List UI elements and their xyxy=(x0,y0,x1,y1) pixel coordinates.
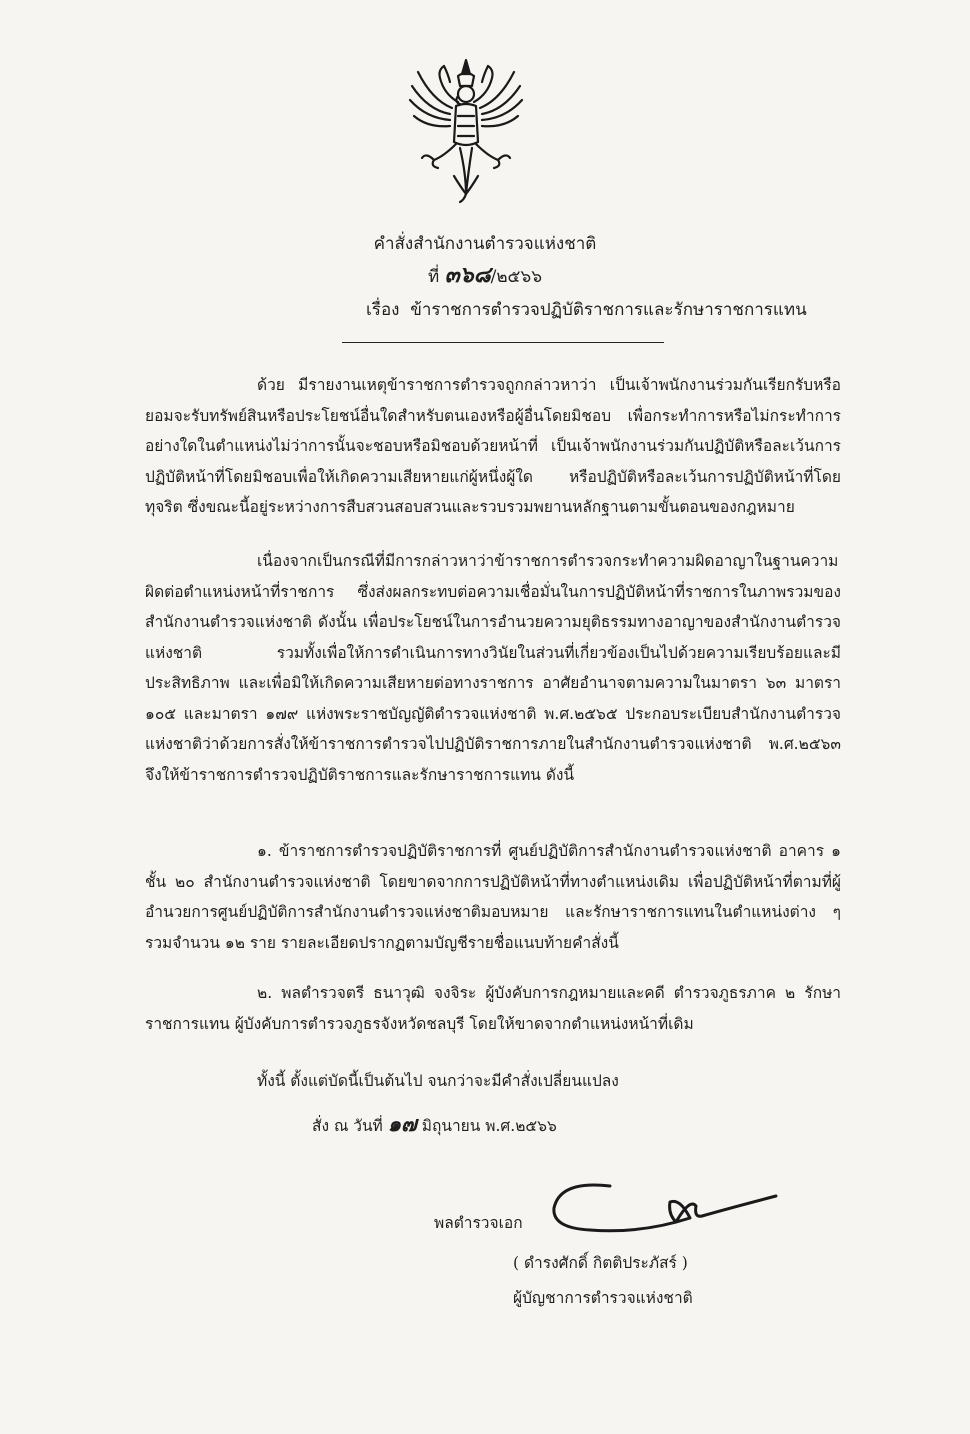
subject-text: ข้าราชการตำรวจปฏิบัติราชการและรักษาราชการแทน xyxy=(410,300,807,320)
order-number-value: ๓๖๘ xyxy=(444,262,491,288)
effective-clause: ทั้งนี้ ตั้งแต่บัดนี้เป็นต้นไป จนกว่าจะมีคำสั่งเปลี่ยนแปลง xyxy=(257,1072,619,1090)
signer-title: ผู้บัญชาการตำรวจแห่งชาติ xyxy=(513,1289,693,1307)
subject-label: เรื่อง xyxy=(366,300,400,320)
order-number-year: /๒๕๖๖ xyxy=(490,267,542,287)
date-suffix: มิถุนายน พ.ศ.๒๕๖๖ xyxy=(421,1117,557,1135)
paragraph-background: ด้วย มีรายงานเหตุข้าราชการตำรวจถูกกล่าวหาว่า เป็นเจ้าพนักงานร่วมกันเรียกรับหรือยอมจะรับทรัพย์สินหรือประโยชน์อื่นใดสำหรับตนเองหรือผู้อื่นโดยมิชอบ เพื่อกระทำการหรือไม่กระทำการอย่างใดในตำแหน่งไม่ว่าการนั้นจะชอบหรือมิชอบด้วยหน้าที่ เป็นเจ้าพนักงานร่วมกันปฏิบัติหรือละเว้นการปฏิบัติหน้าที่โดยมิชอบเพื่อให้เกิดความเสียหายแก่ผู้หนึ่งผู้ใด หรือปฏิบัติหรือละเว้นการปฏิบัติหน้าที่โดยทุจริต ซึ่งขณะนี้อยู่ระหว่างการสืบสวนสอบสวนและรวบรวมพยานหลักฐานตามขั้นตอนของกฎหมาย xyxy=(145,376,841,516)
date-prefix: สั่ง ณ วันที่ xyxy=(312,1117,383,1135)
paragraph-item-1: ๑. ข้าราชการตำรวจปฏิบัติราชการที่ ศูนย์ปฏิบัติการสำนักงานตำรวจแห่งชาติ อาคาร ๑ ชั้น ๒๐ สำนักงานตำรวจแห่งชาติ โดยขาดจากการปฏิบัติหน้าที่ทางตำแหน่งเดิม เพื่อปฏิบัติหน้าที่ตามที่ผู้อำนวยการศูนย์ปฏิบัติการสำนักงานตำรวจแห่งชาติมอบหมาย และรักษาราชการแทนในตำแหน่งต่าง ๆ รวมจำนวน ๑๒ ราย รายละเอียดปรากฏตามบัญชีรายชื่อแนบท้ายคำสั่งนี้ xyxy=(145,842,841,952)
order-subject xyxy=(366,296,807,323)
handwritten-signature xyxy=(540,1178,785,1244)
date-day: ๑๗ xyxy=(387,1111,417,1136)
order-heading: คำสั่งสำนักงานตำรวจแห่งชาติ xyxy=(373,234,597,254)
order-number xyxy=(0,257,970,292)
heading-divider xyxy=(342,342,664,343)
paragraph-item-2: ๒. พลตำรวจตรี ธนาวุฒิ จงจิระ ผู้บังคับการกฎหมายและคดี ตำรวจภูธรภาค ๒ รักษาราชการแทน ผู้บังคับการตำรวจภูธรจังหวัดชลบุรี โดยให้ขาดจากตำแหน่งหน้าที่เดิม xyxy=(145,984,841,1033)
order-date xyxy=(312,1108,557,1141)
garuda-emblem-icon xyxy=(404,56,528,206)
signer-name: ( ดำรงศักดิ์ กิตติประภัสร์ ) xyxy=(513,1254,688,1272)
paragraph-reason: เนื่องจากเป็นกรณีที่มีการกล่าวหาว่าข้าราชการตำรวจกระทำความผิดอาญาในฐานความผิดต่อตำแหน่งหน้าที่ราชการ ซึ่งส่งผลกระทบต่อความเชื่อมั่นในการปฏิบัติหน้าที่ราชการในภาพรวมของสำนักงานตำรวจแห่งชาติ ดังนั้น เพื่อประโยชน์ในการอำนวยความยุติธรรมทางอาญาของสำนักงานตำรวจแห่งชาติ รวมทั้งเพื่อให้การดำเนินการทางวินัยในส่วนที่เกี่ยวข้องเป็นไปด้วยความเรียบร้อยและมีประสิทธิภาพ และเพื่อมิให้เกิดความเสียหายต่อทางราชการ อาศัยอำนาจตามความในมาตรา ๖๓ มาตรา ๑๐๕ และมาตรา ๑๗๙ แห่งพระราชบัญญัติตำรวจแห่งชาติ พ.ศ.๒๕๖๕ ประกอบระเบียบสำนักงานตำรวจแห่งชาติว่าด้วยการสั่งให้ข้าราชการตำรวจไปปฏิบัติราชการภายในสำนักงานตำรวจแห่งชาติ พ.ศ.๒๕๖๓ จึงให้ข้าราชการตำรวจปฏิบัติราชการและรักษาราชการแทน ดังนี้ xyxy=(145,552,841,784)
signer-rank: พลตำรวจเอก xyxy=(434,1214,523,1232)
order-number-prefix: ที่ xyxy=(428,267,440,287)
